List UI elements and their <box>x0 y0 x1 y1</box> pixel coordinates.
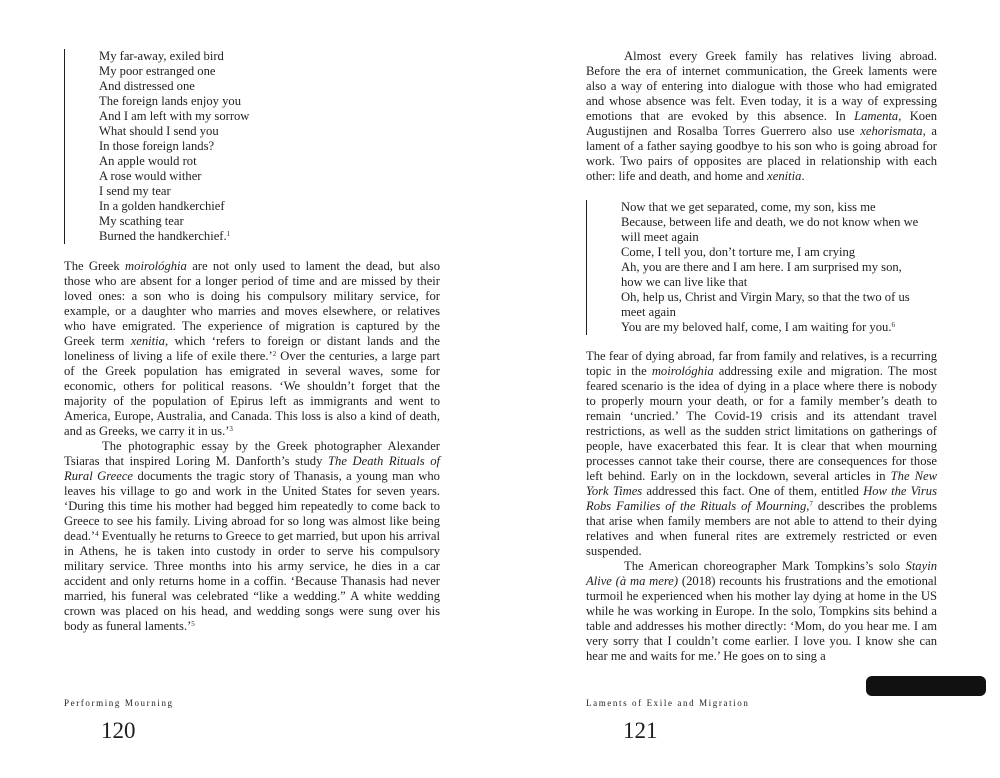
poem-line: I send my tear <box>99 184 171 198</box>
footnote-marker: 4 <box>95 530 99 538</box>
poem-line: how we can live like that <box>621 275 748 289</box>
poem-line: In those foreign lands? <box>99 139 215 153</box>
poem-line: In a golden handkerchief <box>99 199 225 213</box>
poem-line: meet again <box>621 305 676 319</box>
paragraph-dying-abroad: The fear of dying abroad, far from family and relatives, is a recurring topic in the moirológhia addressing exile and migration. The most feared scenario is the idea of dying in a place where there is nobody to properly mourn your death, or for a family member’s death to remain ‘uncried.’ The Covid-19 crisis and its attendant travel restrictions, as well as the sudden strict limitations on gatherings of people, have exacerbated this fear. It is clear that when mourning processes cannot take their course, there are consequences for those left behind. Early on in the lockdown, several articles in The New York Times addressed this fact. One of them, entitled How the Virus Robs Families of the Rituals of Mourning,$^7$ describes the problems that arise when family members are not able to attend to their dying relatives and when funeral rites are extremely restricted or even suspended. <box>586 349 937 558</box>
poem-line: Oh, help us, Christ and Virgin Mary, so that the two of us <box>621 290 910 304</box>
paragraph-tompkins: The American choreographer Mark Tompkins’s solo Stayin Alive (à ma mere) (2018) recounts his frustrations and the emotional turmoil he experienced when his mother lay dying at home in the US while he was working in Europe. In the solo, Tompkins sits behind a table and addresses his mother directly: ‘Mom, do you hear me. I am very sorry that I couldn’t come earlier. I love you. I know she can hear me and waits for me.’ He goes on to sing a <box>586 559 937 663</box>
paragraph-thanasis: The photographic essay by the Greek photographer Alexander Tsiaras that inspired Loring M. Danforth’s study The Death Rituals of Rural Greece documents the tragic story of Thanasis, a young man who leaves his village to go and work in the United States for seven years. ‘During this time his mother had begged him repeatedly to come back to Greece to see his family. Living abroad for so long was almost like being dead.’$^4$ Eventually he returns to Greece to get married, but upon his arrival in Athens, he is taken into custody in order to serve his compulsory military service. Three months into his army service, he dies in a car accident and only returns home in a coffin. ‘Because Thanasis had never married, his funeral was celebrated “like a wedding.” A white wedding crown was placed on his head, and wedding songs were sung over his body as funeral laments.’$^5$ <box>64 439 441 633</box>
footnote-marker: 3 <box>229 425 233 433</box>
redaction-bar <box>866 676 986 696</box>
poem-line: Come, I tell you, don’t torture me, I am crying <box>621 245 856 259</box>
xehorismata-poem <box>586 200 981 335</box>
footnote-marker: 7 <box>809 500 813 508</box>
body-text-right-top <box>586 49 937 184</box>
poem-line: Ah, you are there and I am here. I am surprised my son, <box>621 260 902 274</box>
page-number-left: 120 <box>101 718 136 743</box>
poem-line: My scathing tear <box>99 214 184 228</box>
poem-line: What should I send you <box>99 124 219 138</box>
running-head-right: Laments of Exile and Migration <box>586 698 750 708</box>
poem-line: And distressed one <box>99 79 195 93</box>
paragraph-greek-families: Almost every Greek family has relatives living abroad. Before the era of internet communication, the Greek laments were also a way of entering into dialogue with those who had emigrated and whose absence was felt. Even today, it is a way of expressing emotions that are evoked by this absence. In Lamenta, Koen Augustijnen and Rosalba Torres Guerrero also use xehorismata, a lament of a father saying goodbye to his son who is going abroad for work. Two pairs of opposites are placed in relationship with each other: life and death, and home and xenitia. <box>586 49 937 183</box>
footnote-marker: 6 <box>891 321 895 329</box>
paragraph-moirologhia: The Greek moirológhia are not only used to lament the dead, but also those who are absent for a longer period of time and are missed by their loved ones: a son who is doing his compulsory military service, for example, or a daughter who marries and moves elsewhere, or relatives who have emigrated. The experience of migration is captured by the Greek term xenitia, which ‘refers to foreign or distant lands and the loneliness of living a life of exile there.’$^2$ Over the centuries, a large part of the Greek population has emigrated in several waves, some for economic, others for political reasons. ‘We shouldn’t forget that the majority of the population of Epirus left as immigrants and went to America, Europe, Australia, and Canada. This loss is also a kind of death, and as Greeks, we carry it in us.’$^3$ <box>64 259 440 438</box>
body-text-left <box>64 259 440 634</box>
footnote-marker: 5 <box>191 620 195 628</box>
page-number-right: 121 <box>623 718 658 743</box>
poem-line: An apple would rot <box>99 154 197 168</box>
poem-line: Because, between life and death, we do not know when we <box>621 215 919 229</box>
poem-line: A rose would wither <box>99 169 202 183</box>
body-text-right-bottom <box>586 349 937 664</box>
poem-line: My poor estranged one <box>99 64 216 78</box>
poem-line: will meet again <box>621 230 699 244</box>
footnote-marker: 2 <box>272 350 277 358</box>
poem-line: The foreign lands enjoy you <box>99 94 241 108</box>
poem-line: Now that we get separated, come, my son, kiss me <box>621 200 876 214</box>
poem-line: You are my beloved half, come, I am waiting for you.$^6$ <box>621 320 895 334</box>
exile-lament-poem <box>64 49 479 244</box>
right-page <box>500 0 1000 778</box>
footnote-marker: 1 <box>226 230 231 238</box>
poem-line: Burned the handkerchief.$^1$ <box>99 229 231 243</box>
poem-line: My far-away, exiled bird <box>99 49 224 63</box>
poem-line: And I am left with my sorrow <box>99 109 250 123</box>
running-head-left: Performing Mourning <box>64 698 174 708</box>
